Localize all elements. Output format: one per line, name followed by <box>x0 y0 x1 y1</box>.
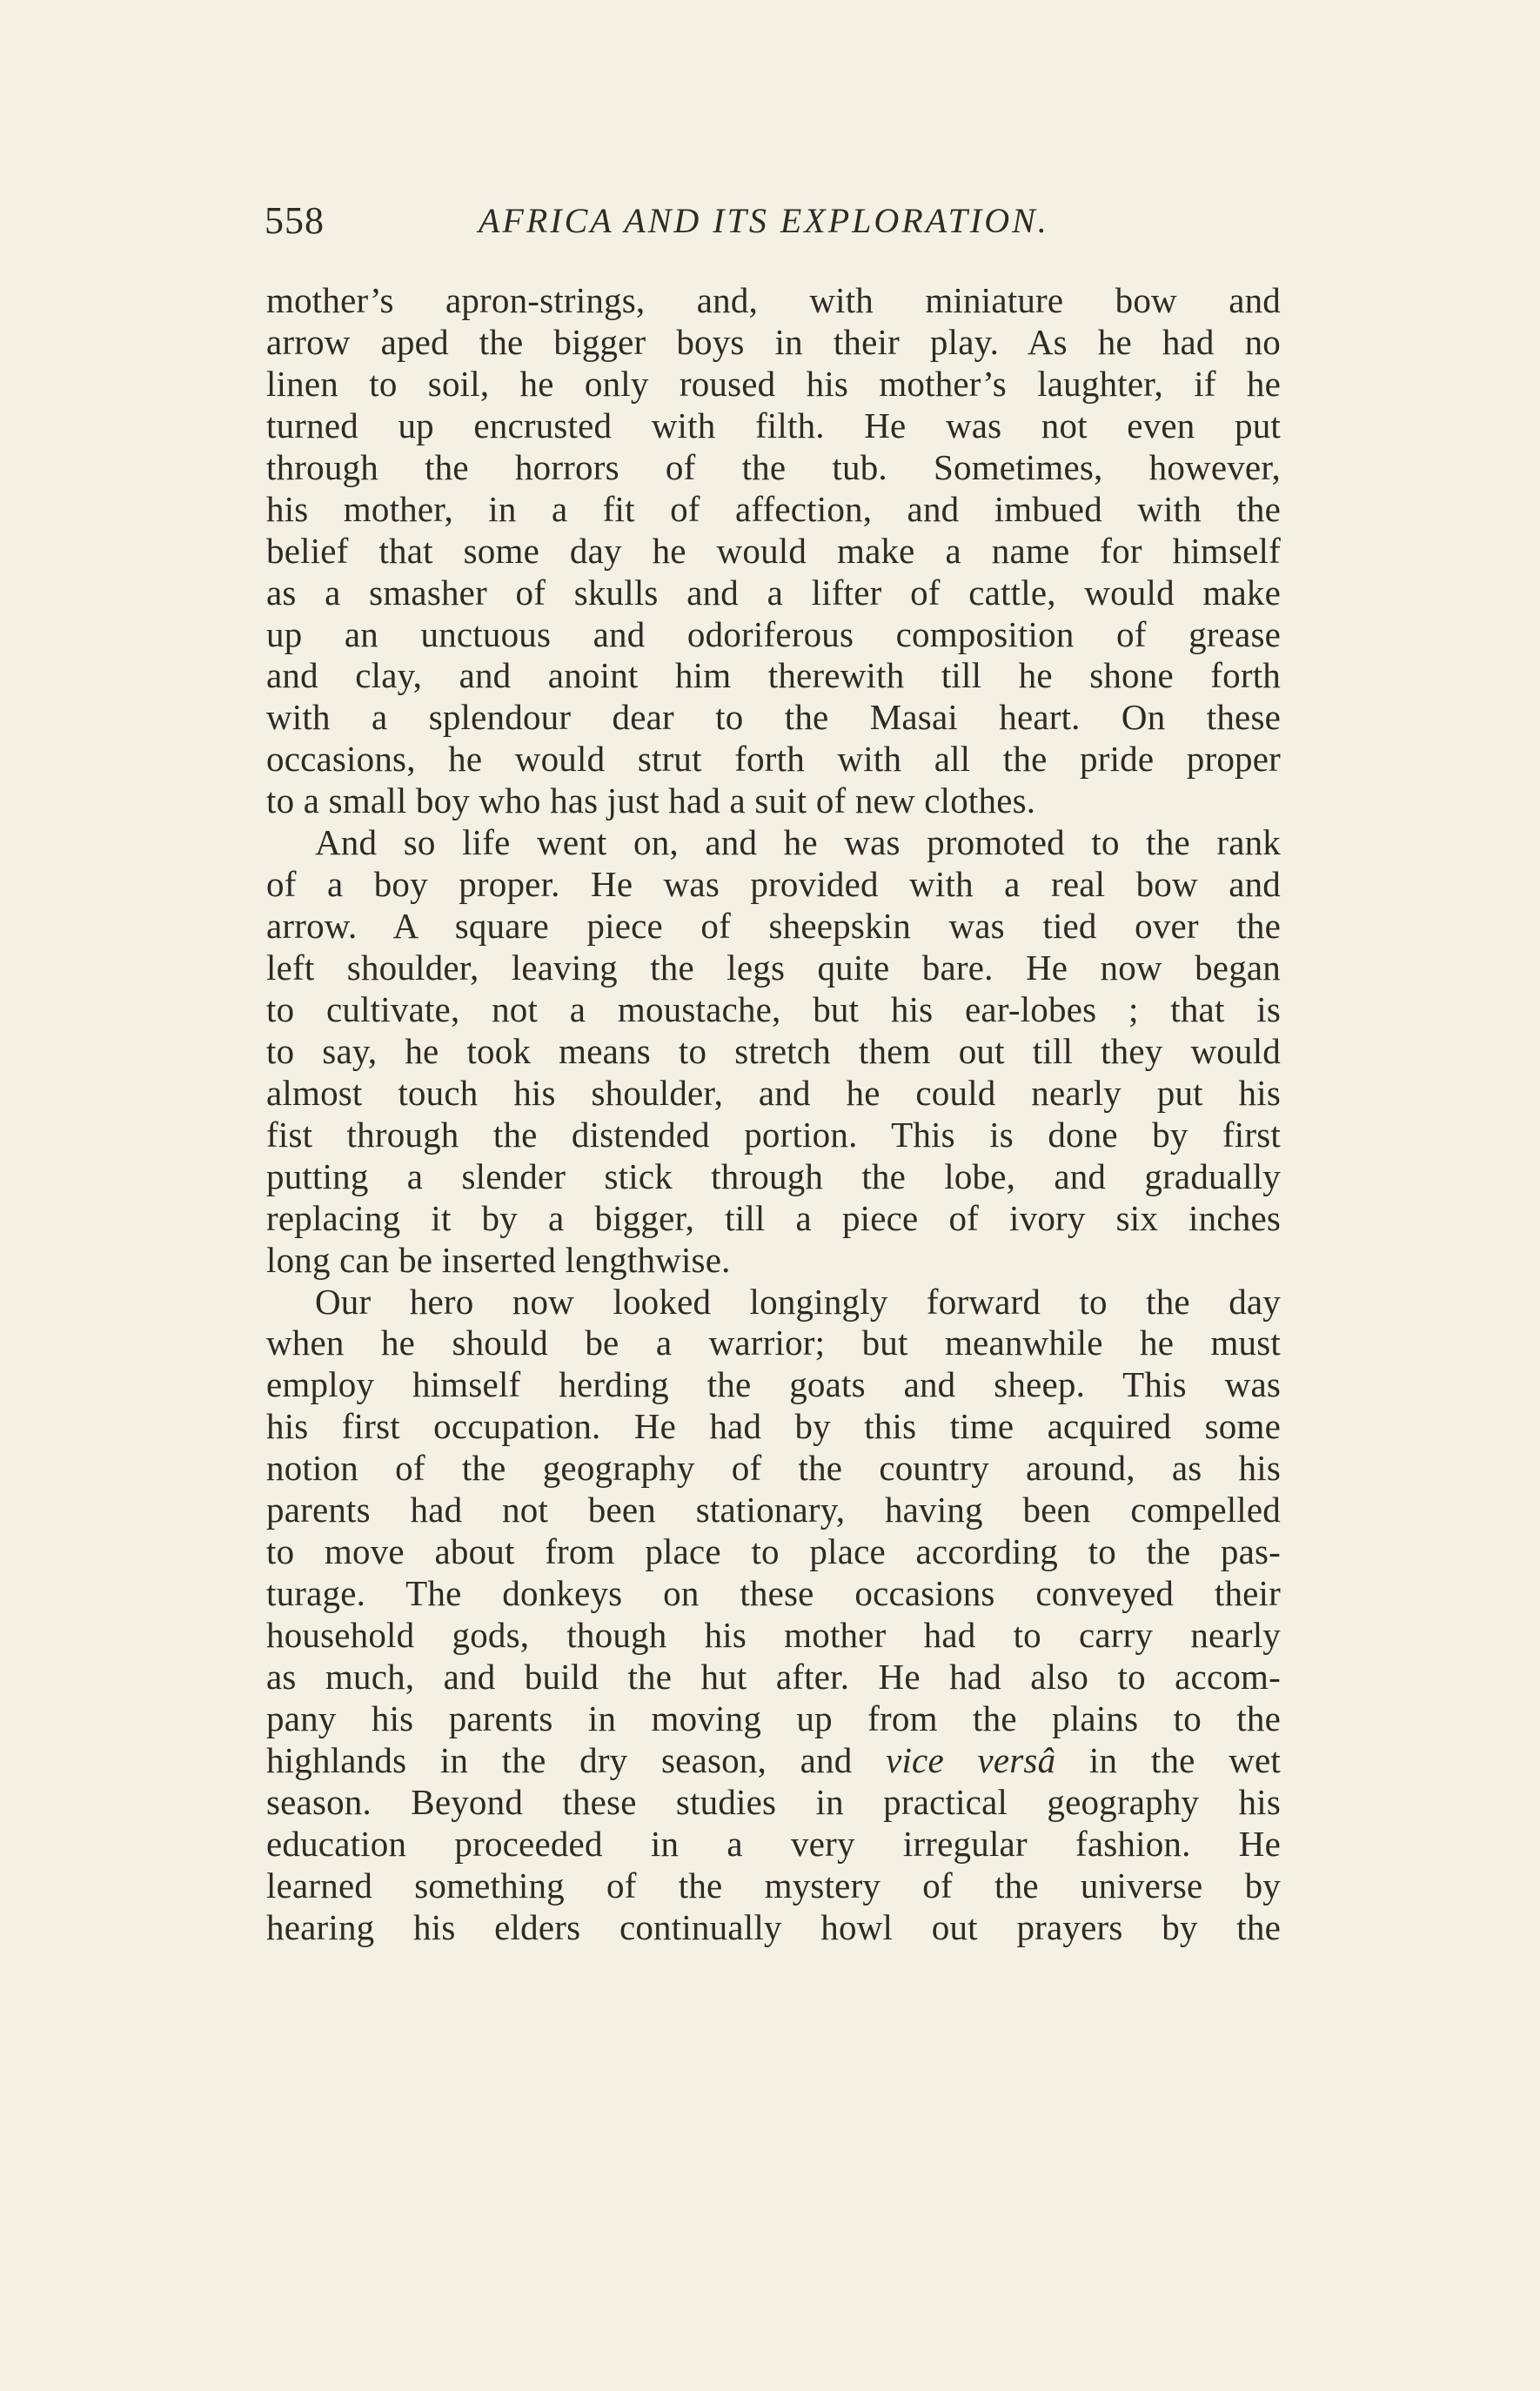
page-header <box>261 198 1283 251</box>
text-line: season. Beyond these studies in practical geography his <box>266 1781 1281 1822</box>
text-line: pany his parents in moving up from the plains to the <box>266 1698 1281 1738</box>
paragraph-start-line: And so life went on, and he was promoted to the rank <box>315 822 1281 863</box>
paragraph-end-line: long can be inserted lengthwise. <box>266 1239 731 1280</box>
text-line <box>266 1740 1281 1782</box>
text-line: education proceeded in a very irregular fashion. He <box>266 1823 1281 1864</box>
text-line: replacing it by a bigger, till a piece of ivory six inches <box>266 1197 1281 1238</box>
text-segment: in the wet <box>1055 1739 1281 1780</box>
text-line: notion of the geography of the country around, as his <box>266 1448 1281 1489</box>
paragraph-start-line: Our hero now looked longingly forward to the day <box>315 1281 1281 1322</box>
text-line: of a boy proper. He was provided with a real bow and <box>266 864 1281 905</box>
text-segment: highlands in the dry season, and <box>266 1739 887 1780</box>
text-line: fist through the distended portion. This is done by first <box>266 1114 1281 1155</box>
text-line: putting a slender stick through the lobe, and gradually <box>266 1155 1281 1196</box>
text-line: arrow. A square piece of sheepskin was tied over the <box>266 906 1281 947</box>
body-text <box>266 280 1281 1949</box>
text-line: employ himself herding the goats and sheep. This was <box>266 1364 1281 1405</box>
text-line: when he should be a warrior; but meanwhile he must <box>266 1323 1281 1363</box>
text-line: through the horrors of the tub. Sometimes, however, <box>266 446 1281 487</box>
text-line: to cultivate, not a moustache, but his ear-lobes ; that is <box>266 988 1281 1029</box>
text-line: arrow aped the bigger boys in their play. As he had no <box>266 321 1281 362</box>
text-line: parents had not been stationary, having been compelled <box>266 1490 1281 1530</box>
text-line: household gods, though his mother had to carry nearly <box>266 1615 1281 1655</box>
italic-phrase: vice versâ <box>886 1739 1056 1780</box>
page-number: 558 <box>264 199 325 242</box>
running-head: AFRICA AND ITS EXPLORATION. <box>479 201 1049 240</box>
text-line: as a smasher of skulls and a lifter of cattle, would make <box>266 572 1281 613</box>
text-line: turage. The donkeys on these occasions conveyed their <box>266 1573 1281 1614</box>
text-line: with a splendour dear to the Masai heart. On these <box>266 697 1281 738</box>
text-line: his mother, in a fit of affection, and imbued with the <box>266 488 1281 529</box>
text-line: belief that some day he would make a name for himself <box>266 530 1281 571</box>
text-line: left shoulder, leaving the legs quite bare. He now began <box>266 948 1281 988</box>
text-line: mother’s apron-strings, and, with miniature bow and <box>266 280 1281 320</box>
text-line: up an unctuous and odoriferous composition of grease <box>266 613 1281 654</box>
text-line: his first occupation. He had by this time acquired some <box>266 1406 1281 1447</box>
text-line: learned something of the mystery of the universe by <box>266 1865 1281 1905</box>
text-line: occasions, he would strut forth with all the pride proper <box>266 739 1281 780</box>
text-line: almost touch his shoulder, and he could nearly put his <box>266 1072 1281 1113</box>
paragraph-end-line: to a small boy who has just had a suit of new clothes. <box>266 780 1036 821</box>
text-line: as much, and build the hut after. He had also to accom- <box>266 1656 1281 1697</box>
text-line: to say, he took means to stretch them out till they would <box>266 1030 1281 1071</box>
text-line: turned up encrusted with filth. He was not even put <box>266 405 1281 445</box>
text-line: linen to soil, he only roused his mother’s laughter, if he <box>266 363 1281 404</box>
text-line: to move about from place to place according to the pas- <box>266 1531 1281 1572</box>
text-line: hearing his elders continually howl out prayers by the <box>266 1906 1281 1947</box>
text-line: and clay, and anoint him therewith till he shone forth <box>266 655 1281 696</box>
